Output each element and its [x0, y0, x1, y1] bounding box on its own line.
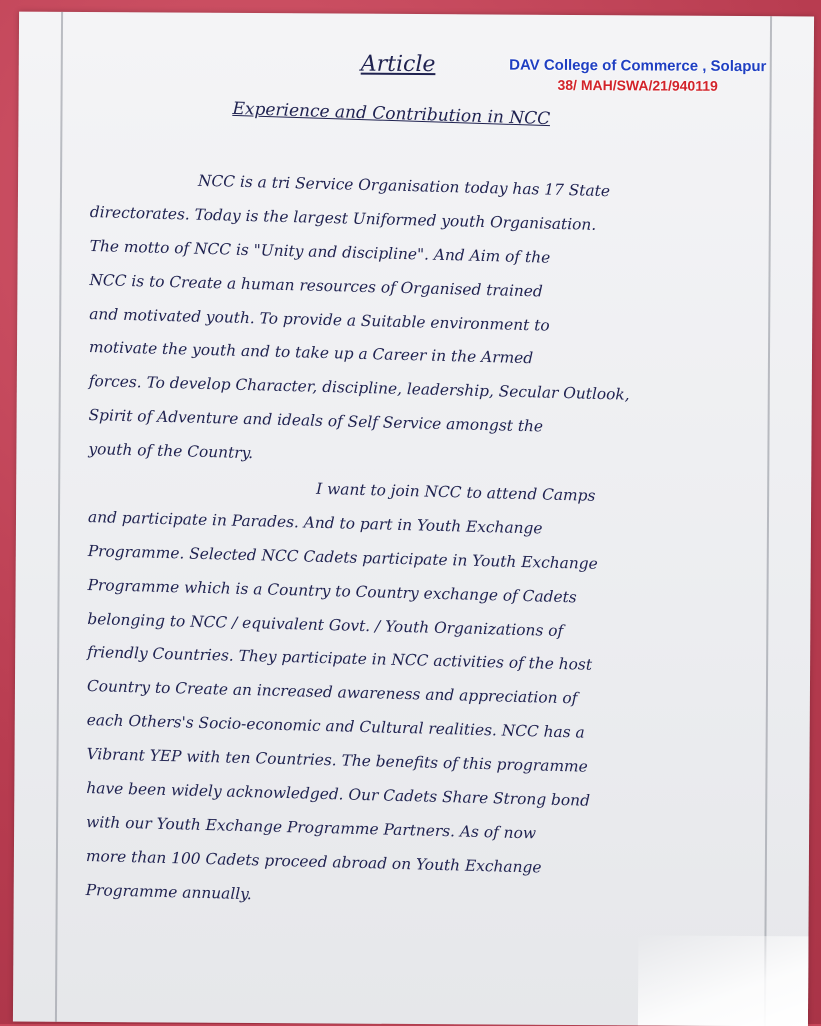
body-line: belonging to NCC / equivalent Govt. / Youth Organizations of	[87, 609, 564, 640]
body-line: and participate in Parades. And to part in Youth Exchange	[87, 507, 543, 538]
body-line: have been widely acknowledged. Our Cadets Share Strong bond	[86, 779, 591, 810]
unit-code: 38/ MAH/SWA/21/940119	[557, 76, 718, 94]
body-line: I want to join NCC to attend Camps	[315, 479, 596, 505]
body-line: NCC is to Create a human resources of Organised trained	[89, 270, 543, 301]
page-corner-glare	[638, 935, 809, 1026]
body-line: The motto of NCC is "Unity and discipline". And Aim of the	[89, 236, 551, 267]
article-title: Experience and Contribution in NCC	[232, 98, 551, 130]
body-line: Country to Create an increased awareness and appreciation of	[86, 677, 578, 708]
body-line: friendly Countries. They participate in NCC activities of the host	[86, 643, 593, 675]
body-line: Programme which is a Country to Country exchange of Cadets	[87, 575, 577, 607]
body-line: Vibrant YEP with ten Countries. The benefits of this programme	[86, 745, 588, 776]
body-line: forces. To develop Character, discipline, leadership, Secular Outlook,	[88, 372, 630, 405]
body-line: more than 100 Cadets proceed abroad on Youth Exchange	[85, 846, 542, 877]
body-line: and motivated youth. To provide a Suitable environment to	[89, 304, 550, 335]
college-watermark	[488, 56, 788, 94]
body-line: NCC is a tri Service Organisation today has 17 State	[197, 171, 611, 201]
college-name: DAV College of Commerce , Solapur	[509, 56, 767, 76]
left-margin-line	[55, 12, 63, 1022]
body-line: Programme annually.	[85, 880, 252, 903]
body-line: motivate the youth and to take up a Career in the Armed	[88, 338, 534, 368]
body-line: each Others's Socio-economic and Cultural realities. NCC has a	[86, 711, 585, 742]
handwritten-page	[13, 12, 814, 1026]
body-line: with our Youth Exchange Programme Partners. As of now	[85, 812, 537, 843]
article-heading: Article	[360, 51, 436, 78]
body-line: Spirit of Adventure and ideals of Self Service amongst the	[88, 406, 544, 436]
body-line: Programme. Selected NCC Cadets participate in Youth Exchange	[87, 541, 598, 573]
body-line: youth of the Country.	[88, 440, 254, 463]
article-body	[86, 162, 771, 912]
body-line: directorates. Today is the largest Uniformed youth Organisation.	[89, 202, 597, 234]
